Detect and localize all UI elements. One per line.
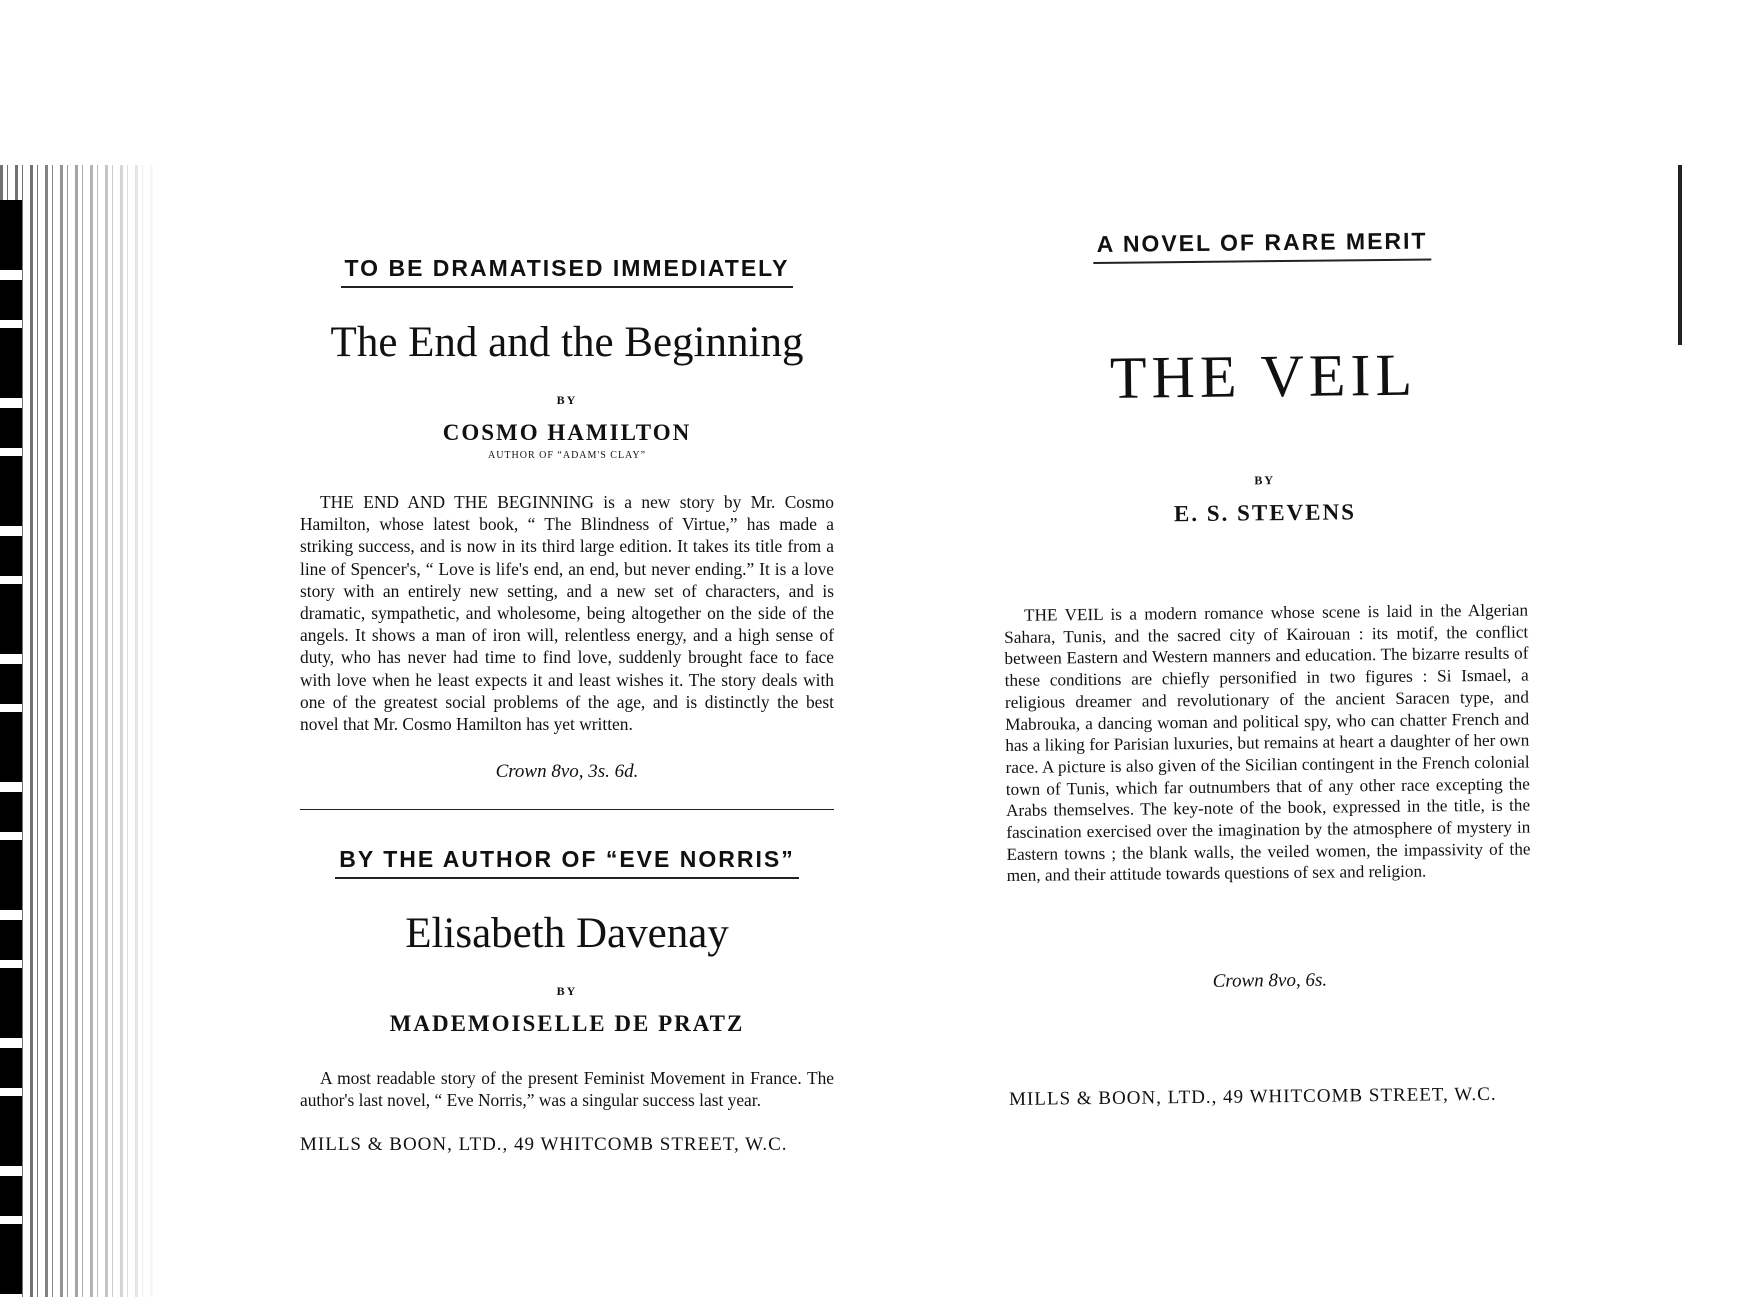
book1-author-note: AUTHOR OF “ADAM'S CLAY” bbox=[487, 450, 647, 461]
veil-title: THE VEIL bbox=[1109, 341, 1418, 411]
veil-banner: A NOVEL OF RARE MERIT bbox=[1093, 227, 1432, 264]
book2-by: BY bbox=[556, 984, 578, 999]
veil-by: BY bbox=[1254, 473, 1276, 488]
veil-price: Crown 8vo, 6s. bbox=[1212, 969, 1328, 992]
book1-title: The End and the Beginning bbox=[330, 319, 804, 366]
book2-title: Elisabeth Davenay bbox=[405, 910, 729, 958]
book1-price: Crown 8vo, 3s. 6d. bbox=[495, 761, 639, 783]
left-publisher: MILLS & BOON, LTD., 49 WHITCOMB STREET, W.C. bbox=[300, 1133, 788, 1155]
right-publisher: MILLS & BOON, LTD., 49 WHITCOMB STREET, W.C. bbox=[1008, 1083, 1497, 1111]
book2-description: A most readable story of the present Feminist Movement in France. The author's last novel, “ Eve Norris,” was a singular success last year. bbox=[300, 1068, 834, 1111]
right-page bbox=[1000, 227, 1533, 1112]
veil-description: THE VEIL is a modern romance whose scene is laid in the Algerian Sahara, Tunis, and the sacred city of Kairouan : its motif, the conflict between Eastern and Western manners and education. The bizarre results of these conditions are chiefly personified in two figures : Si Ismael, a religious dreamer and revolutionary of the ancient Saracen type, and Mabrouka, a dancing woman and political spy, who can chatter French and has a liking for Parisian luxuries, but remains at heart a daughter of her own race. A picture is also given of the Sicilian contingent in the French colonial town of Tunis, which far outnumbers that of any other race excepting the Arabs themselves. The key-note of the book, expressed in the title, is the fascination exercised over the imagination by the atmosphere of mystery in Eastern towns ; the blank walls, the veiled women, the impassivity of the men, and their attitude towards questions of sex and religion. bbox=[1004, 600, 1531, 886]
veil-author: E. S. STEVENS bbox=[1173, 499, 1357, 527]
book1-author: COSMO HAMILTON bbox=[442, 420, 692, 445]
scan-edge-right bbox=[1678, 165, 1682, 345]
book1-banner: TO BE DRAMATISED IMMEDIATELY bbox=[341, 255, 794, 288]
left-page bbox=[300, 255, 834, 1156]
scan-spine bbox=[0, 200, 22, 1297]
book1-description: THE END AND THE BEGINNING is a new story by Mr. Cosmo Hamilton, whose latest book, “ The Blindness of Virtue,” has made a striking success, and is now in its third large edition. It takes its title from a line of Spencer's, “ Love is life's end, an end, but never ending.” It is a love story with an entirely new setting, and a new set of characters, and is dramatic, sympathetic, and wholesome, being altogether on the side of the angels. It shows a man of iron will, relentless energy, and a high sense of duty, who has never had time to find love, suddenly brought face to face with love when he least expects it and least wishes it. The story deals with one of the greatest social problems of the age, and is distinctly the best novel that Mr. Cosmo Hamilton has yet written. bbox=[300, 492, 834, 735]
scan-edge-left bbox=[0, 165, 160, 1297]
book2-banner: BY THE AUTHOR OF “EVE NORRIS” bbox=[335, 846, 798, 879]
book1-by: BY bbox=[556, 393, 578, 407]
divider bbox=[300, 809, 834, 810]
book2-author: MADEMOISELLE DE PRATZ bbox=[389, 1011, 745, 1037]
